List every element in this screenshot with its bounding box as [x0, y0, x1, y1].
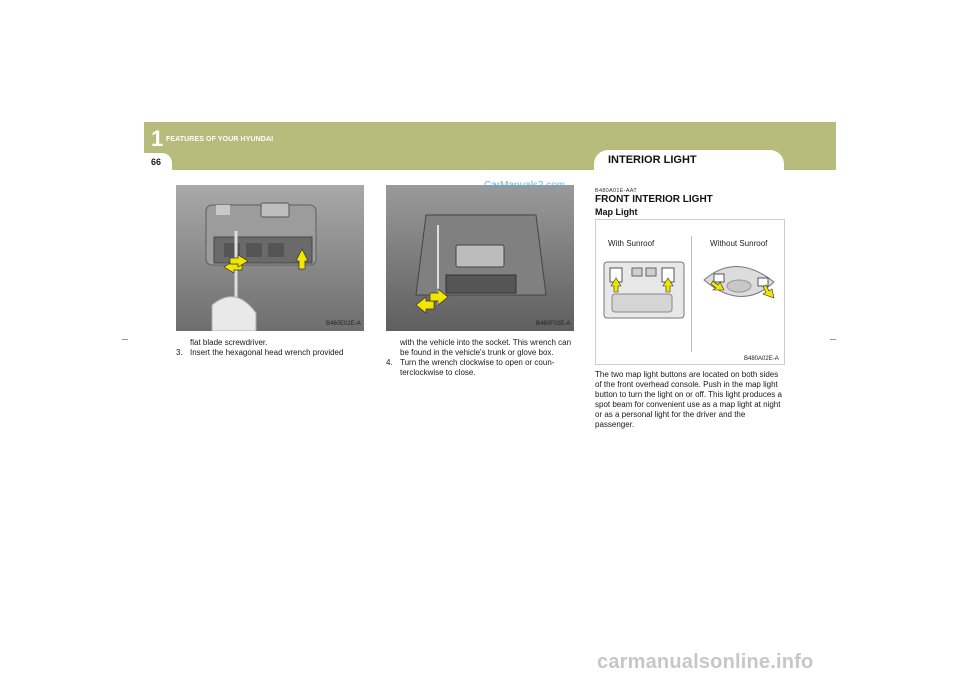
- figure-code-2: B460F02E-A: [536, 321, 571, 327]
- step-text: Turn the wrench clockwise to open or coun-terclockwise to close.: [400, 358, 555, 377]
- watermark-top: CarManuals2.com: [484, 180, 566, 191]
- label-with-sunroof: With Sunroof: [608, 239, 655, 248]
- crop-mark-right: [830, 339, 836, 340]
- step-number: 3.: [176, 348, 183, 357]
- map-light-drawings: [596, 234, 784, 364]
- column-2-text: [386, 338, 576, 378]
- instruction-continued: flat blade screwdriver.: [190, 338, 268, 347]
- overhead-console-photo-wrench: [386, 185, 574, 331]
- map-light-illustration: [595, 219, 785, 365]
- label-without-sunroof: Without Sunroof: [710, 239, 768, 248]
- overhead-console-photo-screwdriver: [176, 185, 364, 331]
- instruction-step-3: [176, 348, 366, 358]
- step-number: 4.: [386, 358, 393, 367]
- page-number: 66: [151, 157, 162, 167]
- section-subheading: Map Light: [595, 207, 638, 217]
- reference-code: B480A01E-AAT: [595, 188, 638, 194]
- figure-code-1: B460E02E-A: [326, 321, 361, 327]
- chapter-number: 1: [151, 126, 164, 151]
- chapter-title: FEATURES OF YOUR HYUNDAI: [166, 136, 274, 143]
- section-heading: FRONT INTERIOR LIGHT: [595, 194, 713, 205]
- column-1-text: [176, 338, 366, 358]
- crop-mark-left: [122, 339, 128, 340]
- section-title: INTERIOR LIGHT: [608, 154, 697, 166]
- instruction-continued-2: with the vehicle into the socket. This wrench can be found in the vehicle's trunk or glove box.: [400, 338, 572, 357]
- step-text: Insert the hexagonal head wrench provided: [190, 348, 344, 357]
- watermark-bottom: carmanualsonline.info: [597, 651, 814, 673]
- instruction-step-4: [386, 358, 576, 378]
- figure-code-3: B480A02E-A: [744, 356, 779, 362]
- map-light-paragraph: The two map light buttons are located on both sides of the front overhead console. Push in the map light button to turn the light on or off. This light produces a spot beam for convenient use as a map light at night or as a personal light for the driver and the passenger.: [595, 370, 782, 429]
